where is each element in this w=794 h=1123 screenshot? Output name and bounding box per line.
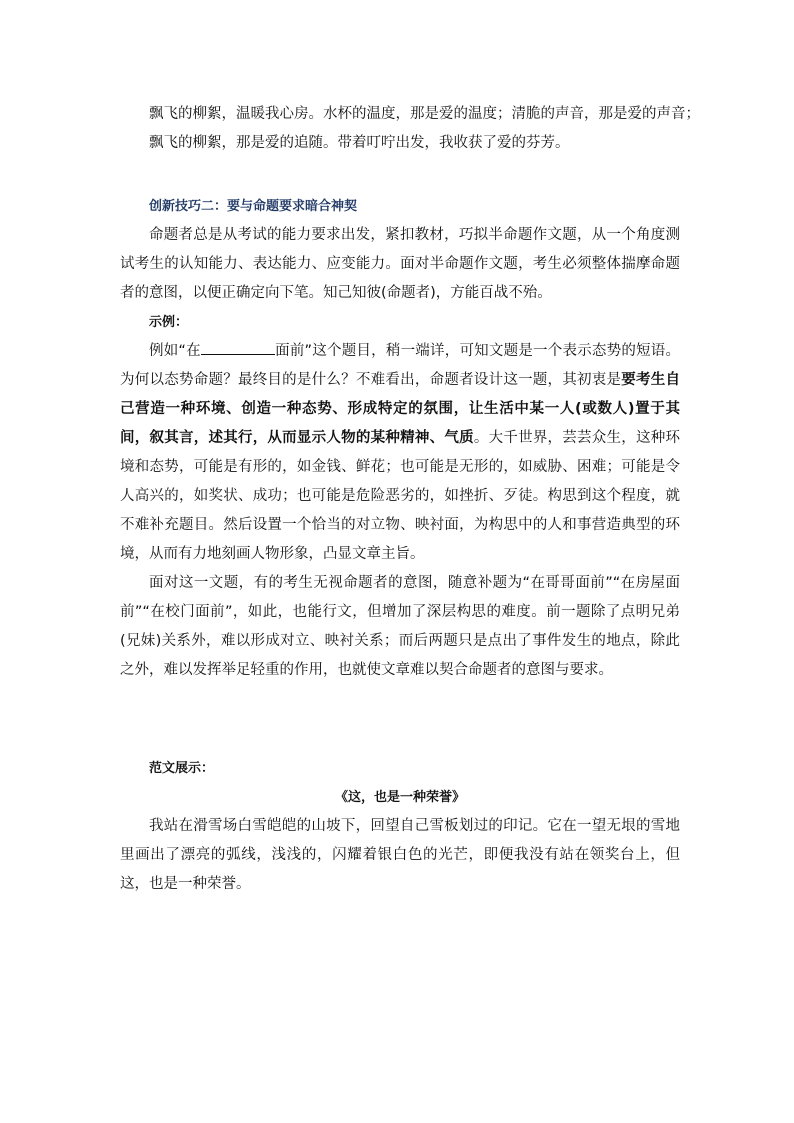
essay-paragraph-1: 我站在滑雪场白雪皑皑的山坡下，回望自己雪板划过的印记。它在一望无垠的雪地里画出了漂亮的弧线，浅浅的，闪耀着银白色的光芒，即便我没有站在领奖台上，但这，也是一种荣誉。: [120, 818, 680, 892]
intro-block: [120, 100, 700, 158]
essay-title: 《这，也是一种荣誉》: [334, 790, 465, 805]
example-paragraph: [120, 337, 680, 569]
example-label: 示例：: [149, 315, 189, 330]
fill-in-blank: [201, 340, 275, 355]
section-paragraph-1: 命题者总是从考试的能力要求出发，紧扣教材，巧拟半命题作文题，从一个角度测试考生的认知能力、表达能力、应变能力。面对半命题作文题，考生必须整体揣摩命题者的意图，以便正确定向下笔。知己知彼(命题者)，方能百战不殆。: [120, 227, 680, 301]
section-heading: 创新技巧二：要与命题要求暗合神契: [149, 199, 358, 214]
section-2: [120, 192, 680, 685]
model-essay-label: 范文展示：: [149, 761, 215, 776]
example-rest: 。大千世界，芸芸众生，这种环境和态势，可能是有形的，如金钱、鲜花；也可能是无形的，如威胁、困难；可能是令人高兴的，如奖状、成功；也可能是危险恶劣的，如挫折、歹徒。构思到这个程度，就不难补充题目。然后设置一个恰当的对立物、映衬面，为构思中的人和事营造典型的环境，从而有力地刻画人物形象，凸显文章主旨。: [120, 430, 681, 562]
section-paragraph-3: 面对这一文题，有的考生无视命题者的意图，随意补题为“在哥哥面前”“在房屋面前”“在校门面前”，如此，也能行文，但增加了深层构思的难度。前一题除了点明兄弟(兄妹)关系外，难以形成对立、映衬关系；而后两题只是点出了事件发生的地点，除此之外，难以发挥举足轻重的作用，也就使文章难以契合命题者的意图与要求。: [120, 575, 680, 678]
intro-line-1: 飘飞的柳絮，温暖我心房。水杯的温度，那是爱的温度；清脆的声音，那是爱的声音；: [149, 106, 700, 122]
model-essay: [120, 754, 680, 899]
example-after-blank: 面前”这个题目，稍一端详，可知文题是一个表示态势的短语。为何以态势命题？最终目的是什么？不难看出，命题者设计这一题，其初衷是: [120, 343, 680, 388]
example-bold-text: 要考生自己营造一种环境、创造一种态势、形成特定的氛围，让生活中某一人(或数人)置于其间，叙其言，述其行，从而显示人物的某种精神、气质: [120, 372, 681, 446]
intro-line-2: 飘飞的柳絮，那是爱的追随。带着叮咛出发，我收获了爱的芬芳。: [149, 135, 570, 151]
example-prefix: 例如“在: [149, 343, 201, 359]
